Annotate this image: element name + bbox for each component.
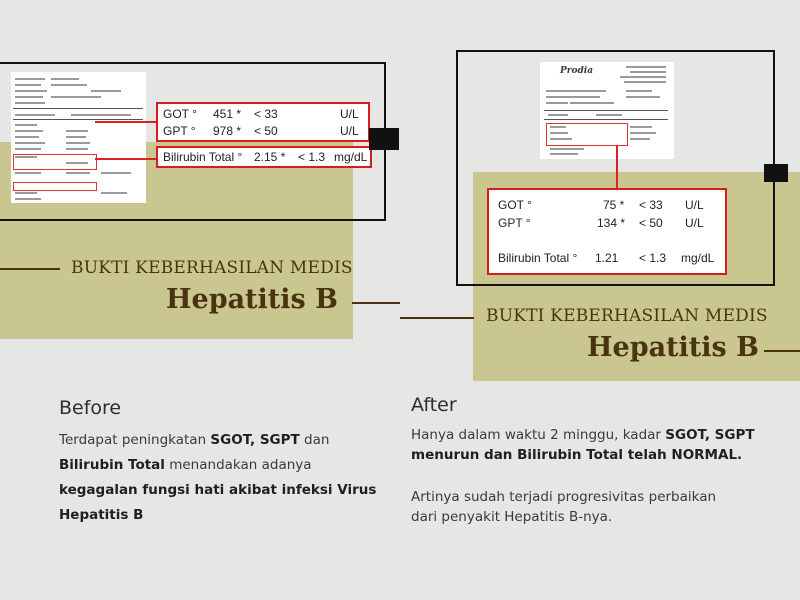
gpt-value: 134 *	[597, 216, 626, 230]
gpt-unit: U/L	[685, 216, 704, 230]
bilirubin-value: 1.21	[595, 251, 619, 265]
left-connector-line-bottom	[95, 158, 158, 160]
gpt-label: GPT °	[498, 216, 531, 230]
got-unit: U/L	[685, 198, 704, 212]
bilirubin-label: Bilirubin Total °	[498, 251, 578, 265]
left-black-square	[369, 128, 399, 150]
bilirubin-unit: mg/dL	[681, 251, 715, 265]
gpt-range: < 50	[639, 216, 663, 230]
left-heading-title: Hepatitis B	[166, 284, 338, 315]
left-connector-line-top	[95, 121, 158, 123]
gpt-unit: U/L	[340, 124, 359, 138]
left-bilirubin-callout	[156, 146, 372, 168]
after-conclusion: Artinya sudah terjadi progresivitas perbaikan dari penyakit Hepatitis B-nya.	[411, 489, 717, 525]
before-title: Before	[59, 397, 122, 419]
bilirubin-unit: mg/dL	[334, 150, 368, 164]
after-title: After	[411, 394, 457, 416]
left-heading-rule	[0, 268, 60, 270]
right-lab-report-image	[540, 62, 674, 159]
got-value: 75 *	[603, 198, 625, 212]
got-label: GOT °	[163, 107, 197, 121]
right-connector-line	[616, 145, 618, 188]
left-heading-subtitle: BUKTI KEBERHASILAN MEDIS	[71, 258, 353, 278]
got-value: 451 *	[213, 107, 242, 121]
gpt-label: GPT °	[163, 124, 196, 138]
got-range: < 33	[254, 107, 278, 121]
got-unit: U/L	[340, 107, 359, 121]
gpt-value: 978 *	[213, 124, 242, 138]
prodia-logo: Prodia	[560, 66, 594, 76]
right-heading-subtitle: BUKTI KEBERHASILAN MEDIS	[486, 306, 768, 326]
got-label: GOT °	[498, 198, 532, 212]
bilirubin-range: < 1.3	[298, 150, 326, 164]
right-heading-title: Hepatitis B	[587, 332, 759, 363]
bilirubin-value: 2.15 *	[254, 150, 286, 164]
bilirubin-range: < 1.3	[639, 251, 667, 265]
right-heading-rule	[400, 317, 474, 319]
after-description: Hanya dalam waktu 2 minggu, kadar SGOT, SGPT menurun dan Bilirubin Total telah NORMAL.	[411, 427, 755, 463]
bilirubin-label: Bilirubin Total °	[163, 150, 243, 164]
gpt-range: < 50	[254, 124, 278, 138]
left-liver-enzyme-callout	[156, 102, 370, 142]
before-description: Terdapat peningkatan SGOT, SGPT dan Bilirubin Total menandakan adanya kegagalan fungsi hati akibat infeksi Virus Hepatitis B	[59, 432, 377, 523]
right-liver-enzyme-callout	[487, 188, 727, 275]
got-range: < 33	[639, 198, 663, 212]
right-title-rule	[764, 350, 800, 352]
left-title-rule	[352, 302, 400, 304]
right-black-square	[764, 164, 788, 182]
